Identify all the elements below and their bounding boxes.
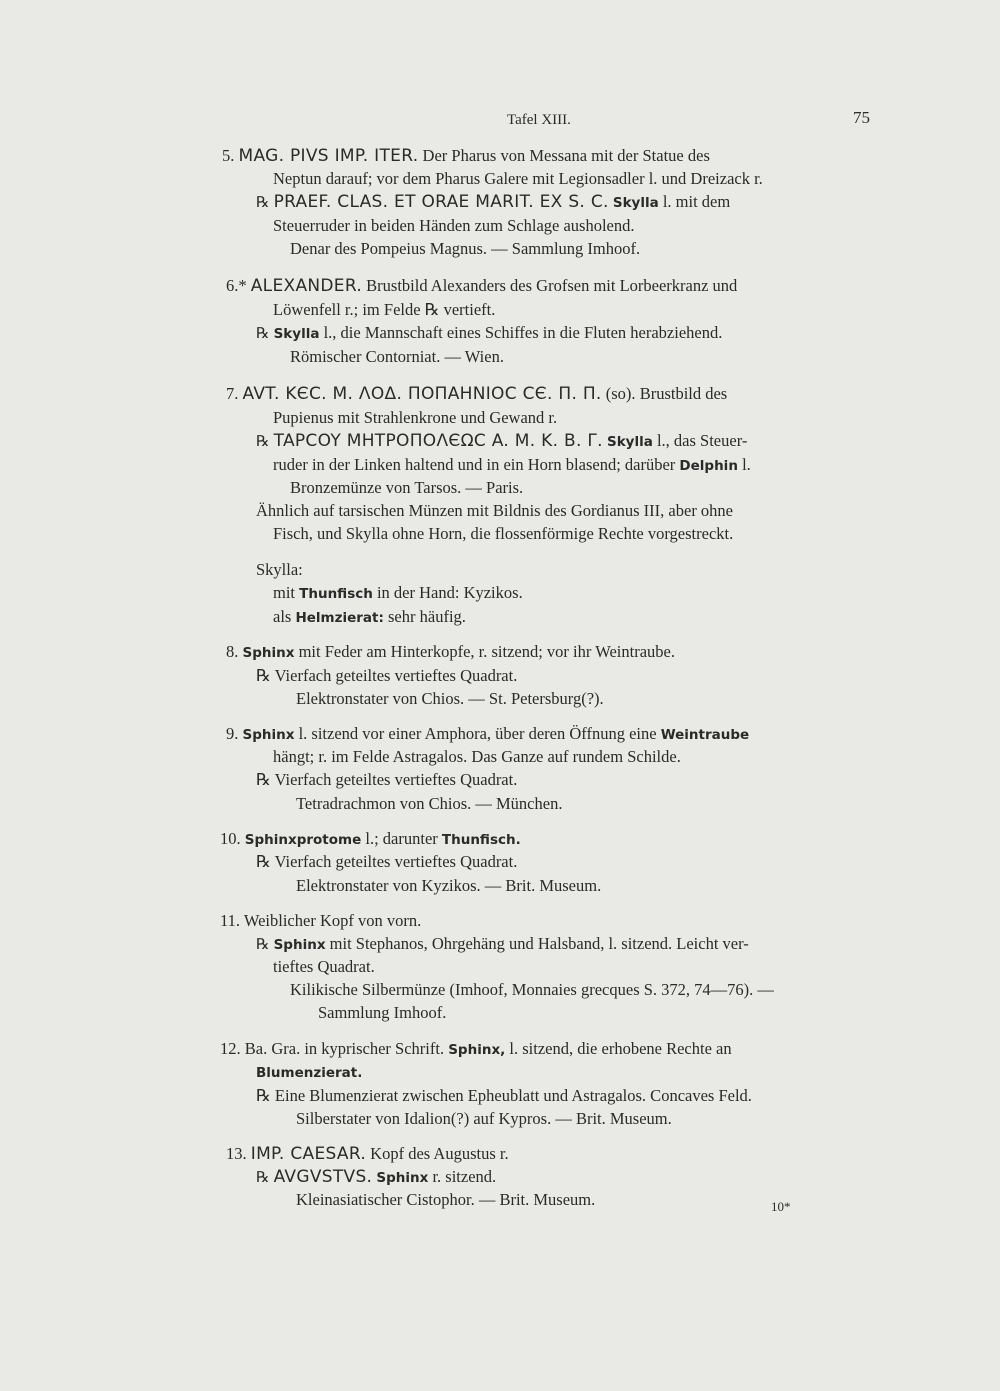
reverse-legend: PRAEF. CLAS. ET ORAE MARIT. EX S. C. — [273, 192, 609, 212]
entry-7-line-2: Pupienus mit Strahlenkrone und Gewand r. — [273, 408, 558, 427]
entry-text: als — [273, 607, 292, 626]
keyword: Sphinx — [273, 937, 326, 953]
entry-text: Brustbild des — [639, 384, 728, 403]
entry-10-line-1 — [220, 829, 521, 850]
legend-note: (so). — [605, 384, 636, 403]
keyword: Blumenzierat. — [256, 1065, 363, 1081]
keyword: Sphinx — [242, 645, 295, 661]
entry-5-line-5: Denar des Pompeius Magnus. — Sammlung Imhoof. — [290, 239, 641, 258]
reverse-mark: ℞ — [256, 432, 270, 450]
entry-mark: * — [238, 276, 247, 295]
entry-6-line-3 — [256, 323, 722, 344]
entry-11-line-2 — [256, 934, 749, 955]
entry-12-line-1 — [220, 1039, 732, 1060]
entry-8-line-3: Elektronstater von Chios. — St. Petersburg(?). — [296, 689, 604, 708]
entry-text: ruder in der Linken haltend und in ein Horn blasend; darüber — [273, 455, 676, 474]
entry-12-line-3: ℞ Eine Blumenzierat zwischen Epheublatt und Astragalos. Concaves Feld. — [256, 1086, 752, 1105]
entry-text: sehr häufig. — [388, 607, 466, 626]
entry-text: Ba. Gra. in kyprischer Schrift. — [244, 1039, 445, 1058]
reverse-mark: ℞ — [256, 193, 270, 211]
entry-13-line-1 — [226, 1144, 509, 1164]
entry-number: 11. — [220, 911, 241, 930]
entry-7-line-7: Fisch, und Skylla ohne Horn, die flossenförmige Rechte vorgestreckt. — [273, 524, 734, 543]
entry-13-line-3: Kleinasiatischer Cistophor. — Brit. Museum. — [296, 1190, 596, 1209]
entry-text: l., die Mannschaft eines Schiffes in die Fluten herabziehend. — [323, 323, 723, 342]
entry-number: 10. — [220, 829, 241, 848]
coin-legend: ALEXANDER. — [250, 276, 363, 296]
entry-9-line-4: Tetradrachmon von Chios. — München. — [296, 794, 563, 813]
keyword: Weintraube — [660, 727, 750, 743]
entry-number: 5. — [222, 146, 235, 165]
skylla-item-2 — [273, 607, 466, 628]
entry-10-line-3: Elektronstater von Kyzikos. — Brit. Museum. — [296, 876, 602, 895]
entry-9-line-3: ℞ Vierfach geteiltes vertieftes Quadrat. — [256, 770, 518, 789]
skylla-item-1 — [273, 583, 523, 604]
coin-legend: MAG. PIVS IMP. ITER. — [238, 146, 419, 166]
entry-text: mit Stephanos, Ohrgehäng und Halsband, l. sitzend. Leicht ver- — [329, 934, 749, 953]
entry-11-line-4: Kilikische Silbermünze (Imhoof, Monnaies grecques S. 372, 74—76). — — [290, 980, 774, 999]
entry-number: 9. — [226, 724, 239, 743]
coin-legend: AVT. KЄC. M. ΛOΔ. ΠOΠΑΗΝΙΟC CЄ. Π. Π. — [242, 384, 602, 404]
entry-text: l. mit dem — [662, 192, 731, 211]
entry-7-line-4 — [273, 455, 751, 476]
entry-number: 6. — [226, 276, 239, 295]
entry-text: l., das Steuer- — [656, 431, 748, 450]
entry-6-line-4: Römischer Contorniat. — Wien. — [290, 347, 504, 366]
coin-legend: IMP. CAESAR. — [250, 1144, 367, 1164]
entry-text: l.; darunter — [365, 829, 438, 848]
entry-text: in der Hand: Kyzikos. — [376, 583, 523, 602]
entry-text: l. sitzend vor einer Amphora, über deren Öffnung eine — [298, 724, 657, 743]
entry-number: 12. — [220, 1039, 241, 1058]
keyword: Skylla — [612, 195, 659, 211]
entry-11-line-5: Sammlung Imhoof. — [318, 1003, 447, 1022]
keyword: Delphin — [679, 458, 738, 474]
keyword: Skylla — [273, 326, 320, 342]
entry-text: Brustbild Alexanders des Grofsen mit Lorbeerkranz und — [366, 276, 738, 295]
entry-text: Kopf des Augustus r. — [370, 1144, 509, 1163]
signature-mark: 10* — [771, 1199, 791, 1214]
entry-5-line-2: Neptun darauf; vor dem Pharus Galere mit Legionsadler l. und Dreizack r. — [273, 169, 763, 188]
entry-number: 13. — [226, 1144, 247, 1163]
entry-5-line-3 — [256, 192, 730, 213]
entry-text: l. sitzend, die erhobene Rechte an — [509, 1039, 732, 1058]
entry-7-line-3 — [256, 431, 747, 452]
keyword: Thunfisch. — [441, 832, 521, 848]
entry-8-line-2: ℞ Vierfach geteiltes vertieftes Quadrat. — [256, 666, 518, 685]
entry-9-line-1 — [226, 724, 749, 745]
entry-text: mit — [273, 583, 296, 602]
page-number: 75 — [853, 108, 870, 127]
entry-text: Der Pharus von Messana mit der Statue des — [422, 146, 710, 165]
entry-5-line-4: Steuerruder in beiden Händen zum Schlage ausholend. — [273, 216, 635, 235]
entry-text: mit Feder am Hinterkopfe, r. sitzend; vor ihr Weintraube. — [298, 642, 675, 661]
skylla-heading: Skylla: — [256, 560, 303, 579]
keyword: Thunfisch — [299, 586, 373, 602]
entry-text: Weiblicher Kopf von vorn. — [243, 911, 422, 930]
entry-12-line-2 — [256, 1062, 362, 1083]
entry-6-line-1 — [226, 276, 737, 296]
reverse-mark: ℞ — [256, 935, 270, 953]
keyword: Sphinxprotome — [244, 832, 362, 848]
entry-13-line-2 — [256, 1167, 496, 1188]
entry-9-line-2: hängt; r. im Felde Astragalos. Das Ganze auf rundem Schilde. — [273, 747, 681, 766]
entry-11-line-1 — [220, 911, 421, 931]
running-title: Tafel XIII. — [507, 112, 571, 128]
entry-11-line-3: tieftes Quadrat. — [273, 957, 375, 976]
keyword: Sphinx, — [448, 1042, 506, 1058]
entry-number: 8. — [226, 642, 239, 661]
entry-6-line-2: Löwenfell r.; im Felde ℞ vertieft. — [273, 300, 496, 319]
keyword: Sphinx — [242, 727, 295, 743]
entry-7-line-5: Bronzemünze von Tarsos. — Paris. — [290, 478, 524, 497]
keyword: Sphinx — [376, 1170, 429, 1186]
entry-12-line-4: Silberstater von Idalion(?) auf Kypros. — Brit. Museum. — [296, 1109, 672, 1128]
reverse-mark: ℞ — [256, 1168, 270, 1186]
entry-text: r. sitzend. — [432, 1167, 497, 1186]
entry-10-line-2: ℞ Vierfach geteiltes vertieftes Quadrat. — [256, 852, 518, 871]
entry-number: 7. — [226, 384, 239, 403]
reverse-mark: ℞ — [256, 324, 270, 342]
entry-7-line-1 — [226, 384, 727, 404]
keyword: Skylla — [606, 434, 653, 450]
entry-7-line-6: Ähnlich auf tarsischen Münzen mit Bildnis des Gordianus III, aber ohne — [256, 501, 734, 520]
reverse-legend: AVGVSTVS. — [273, 1167, 373, 1187]
keyword: Helmzierat: — [295, 610, 384, 626]
entry-8-line-1 — [226, 642, 675, 663]
entry-5-line-1 — [222, 146, 710, 166]
entry-text: l. — [742, 455, 751, 474]
reverse-legend: TAPCOY MHTPOΠOΛЄΩC A. M. K. B. Γ. — [273, 431, 603, 451]
